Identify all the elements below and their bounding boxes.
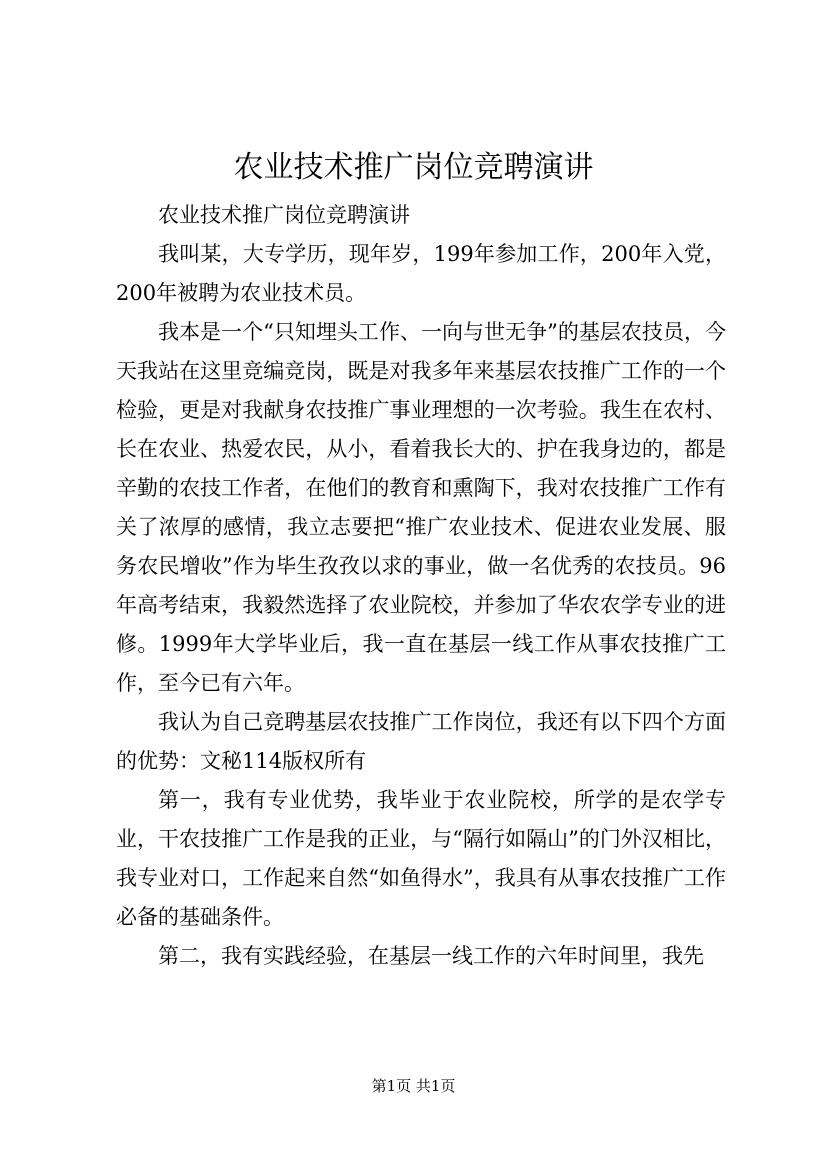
- document-body: [116, 196, 726, 976]
- paragraph-advantages-intro: 我认为自己竞聘基层农技推广工作岗位，我还有以下四个方面的优势：文秘114版权所有: [116, 710, 726, 773]
- page-footer: 第1页 共1页: [371, 1077, 456, 1095]
- paragraph-advantage-first: 第一，我有专业优势，我毕业于农业院校，所学的是农学专业，干农技推广工作是我的正业，与“隔行如隔山”的门外汉相比，我专业对口，工作起来自然“如鱼得水”，我具有从事农技推广工作必备的基础条件。: [116, 788, 726, 929]
- paragraph-heading-repeat: 农业技术推广岗位竞聘演讲: [158, 203, 410, 227]
- paragraph-advantage-second: 第二，我有实践经验，在基层一线工作的六年时间里，我先: [158, 944, 704, 968]
- document-title: 农业技术推广岗位竞聘演讲: [233, 150, 594, 185]
- paragraph-background: 我本是一个“只知埋头工作、一向与世无争”的基层农技员，今天我站在这里竞编竞岗，既是对我多年来基层农技推广工作的一个检验，更是对我献身农技推广事业理想的一次考验。我生在农村、长在农业、热爱农民，从小，看着我长大的、护在我身边的，都是辛勤的农技工作者，在他们的教育和熏陶下，我对农技推广工作有关了浓厚的感情，我立志要把“推广农业技术、促进农业发展、服务农民增收”作为毕生孜孜以求的事业，做一名优秀的农技员。96年高考结束，我毅然选择了农业院校，并参加了华农农学专业的进修。1999年大学毕业后，我一直在基层一线工作从事农技推广工作，至今已有六年。: [116, 320, 726, 695]
- paragraph-intro: 我叫某，大专学历，现年岁，199年参加工作，200年入党，200年被聘为农业技术员。: [116, 242, 726, 305]
